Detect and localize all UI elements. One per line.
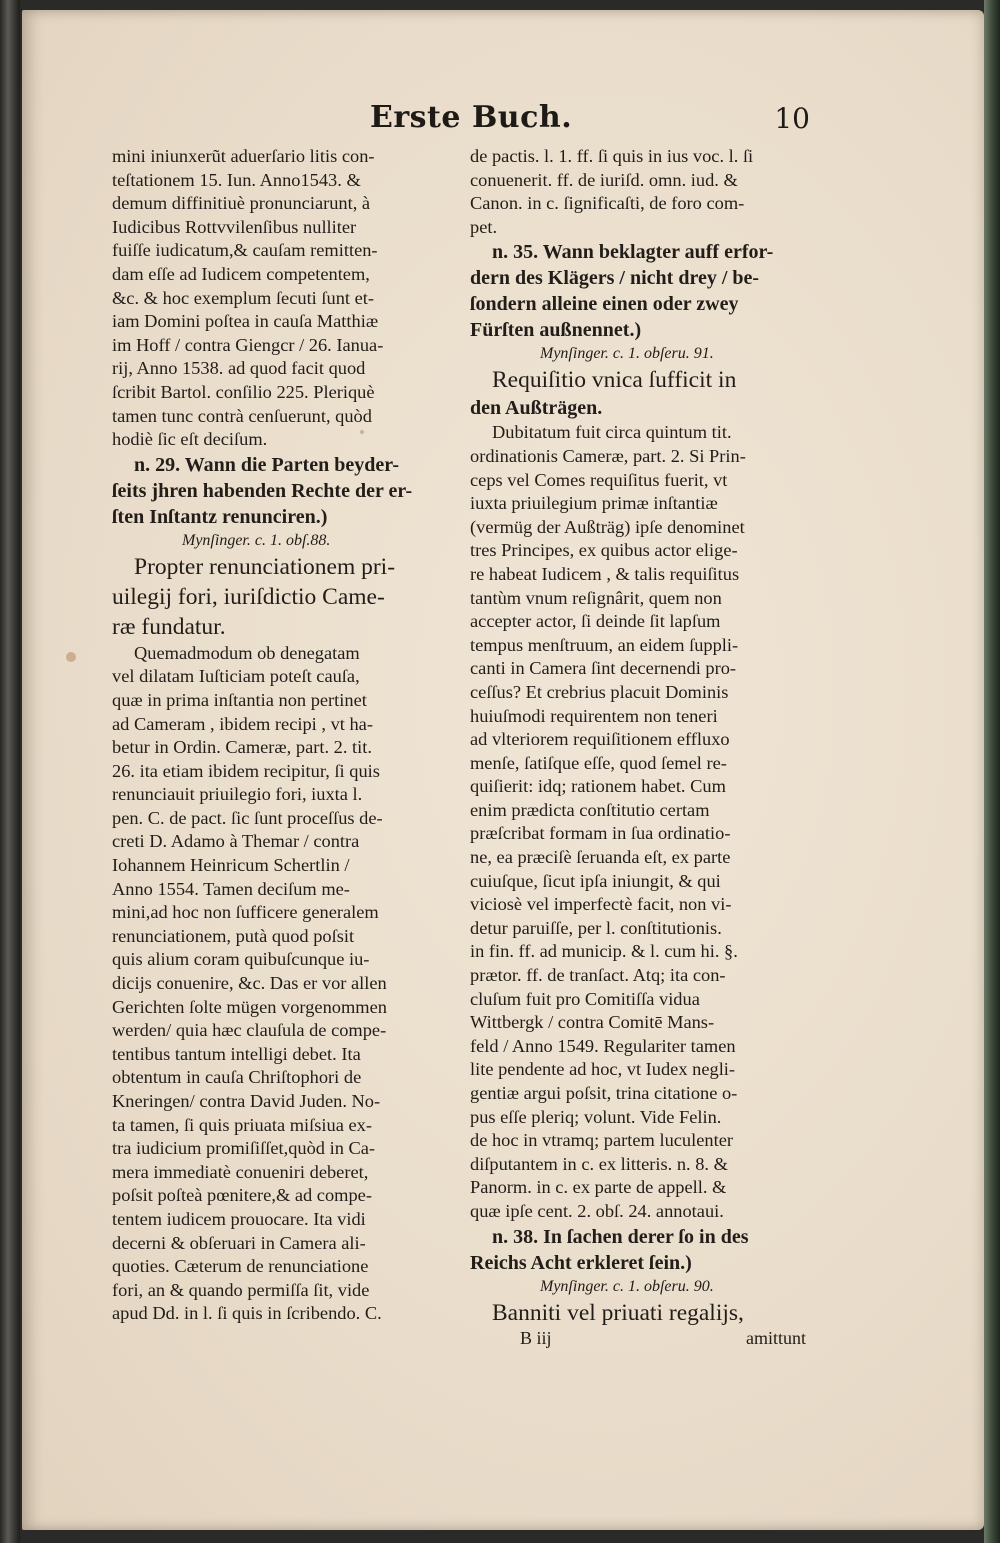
text-line: dern des Klägers / nicht drey / be-: [470, 267, 760, 290]
text-line: conuenerit. ff. de iuriſd. omn. iud. &: [470, 169, 738, 190]
text-line: obtentum in cauſa Chriſtophori de: [112, 1067, 362, 1088]
text-line: quiſierit: idq; rationem habet. Cum: [470, 776, 726, 797]
text-line: canti in Camera ſint decernendi pro-: [470, 658, 737, 679]
text-line: quæ in prima inſtantia non pertinet: [112, 689, 367, 710]
text-line: ſten Inſtantz renunciren.): [112, 505, 328, 528]
text-line: præſcribat formam in ſua ordinatio-: [470, 823, 731, 844]
text-line: n. 38. In ſachen derer ſo in des: [492, 1225, 749, 1248]
text-line: ne, ea præciſè ſeruanda eſt, ex parte: [470, 847, 731, 868]
text-line: Fürſten außnennet.): [470, 319, 642, 342]
text-line: Banniti vel priuati regalijs,: [492, 1299, 744, 1326]
text-line: de pactis. l. 1. ff. ſi quis in ius voc. l. ſi: [470, 146, 754, 166]
text-line: apud Dd. in l. ſi quis in ſcribendo. C.: [112, 1303, 382, 1324]
text-line: (vermüg der Außträg) ipſe denominet: [470, 516, 745, 537]
catchword: amittunt: [746, 1327, 806, 1348]
text-line: prætor. ff. de tranſact. Atq; ita con-: [470, 965, 726, 986]
text-line: Mynſinger. c. 1. obſ.88.: [182, 531, 331, 549]
text-line: huiuſmodi requirentem non teneri: [470, 705, 718, 726]
text-line: rij, Anno 1538. ad quod facit quod: [112, 358, 366, 379]
text-line: quæ ipſe cent. 2. obſ. 24. annotaui.: [470, 1200, 724, 1221]
text-line: Canon. in c. ſignificaſti, de foro com-: [470, 193, 745, 214]
text-line: enim prædicta conſtitutio certam: [470, 799, 710, 820]
text-line: quis alium coram quibuſcunque iu-: [112, 949, 370, 970]
text-line: Panorm. in c. ex parte de appell. &: [470, 1177, 727, 1198]
text-line: Anno 1554. Tamen deciſum me-: [112, 878, 350, 899]
text-line: ſondern alleine einen oder zwey: [470, 293, 739, 316]
text-line: n. 35. Wann beklagter auff erfor-: [492, 241, 774, 264]
text-line: menſe, ſatiſque eſſe, quod ſemel re-: [470, 752, 727, 773]
text-line: tres Principes, ex quibus actor elige-: [470, 540, 738, 561]
text-line: Iudicibus Rottvvilenſibus nulliter: [112, 216, 357, 237]
text-line: ad vlteriorem requiſitionem effluxo: [470, 729, 730, 750]
text-line: n. 29. Wann die Parten beyder-: [134, 453, 400, 476]
text-line: iam Domini poſtea in cauſa Matthiæ: [112, 311, 379, 332]
text-line: uilegij fori, iuriſdictio Came-: [112, 583, 385, 610]
text-line: hodiè ſic eſt deciſum.: [112, 429, 268, 450]
text-line: renunciauit priuilegio fori, iuxta l.: [112, 784, 363, 805]
book-binding: [0, 0, 20, 1543]
text-line: gentiæ argui poſsit, trina citatione o-: [470, 1083, 738, 1103]
text-line: feld / Anno 1549. Regulariter tamen: [470, 1035, 736, 1056]
text-line: quoties. Cæterum de renunciatione: [112, 1256, 369, 1277]
text-line: lite pendente ad hoc, vt Iudex negli-: [470, 1059, 736, 1080]
text-line: ræ fundatur.: [112, 613, 226, 640]
text-line: tempus menſtruum, an eidem ſuppli-: [470, 634, 739, 655]
text-line: tentem iudicem prouocare. Ita vidi: [112, 1208, 366, 1229]
text-line: ceps vel Comes requiſitus fuerit, vt: [470, 469, 728, 490]
text-line: re habeat Iudicem , & talis requiſitus: [470, 563, 740, 584]
text-line: werden/ quia hæc clauſula de compe-: [112, 1020, 387, 1041]
text-line: Propter renunciationem pri-: [134, 553, 396, 580]
text-line: fori, an & quando permiſſa ſit, vide: [112, 1279, 370, 1300]
text-line: dam eſſe ad Iudicem competentem,: [112, 263, 370, 284]
text-line: Wittbergk / contra Comitē Mans-: [470, 1012, 715, 1033]
ink-spot: [66, 652, 76, 662]
right-text-column: [470, 145, 806, 1354]
text-line: viciosè vel imperfectè facit, non vi-: [470, 894, 732, 915]
text-line: pen. C. de pact. ſic ſunt proceſſus de-: [112, 807, 383, 828]
folio-number: 10: [774, 102, 810, 135]
text-line: pus eſſe pleriq; volunt. Vide Felin.: [470, 1106, 722, 1127]
text-line: renunciationem, putà quod poſsit: [112, 925, 355, 946]
text-line: dicijs conuenire, &c. Das er vor allen: [112, 973, 387, 994]
text-line: decerni & obſeruari in Camera ali-: [112, 1232, 366, 1253]
text-line: betur in Ordin. Cameræ, part. 2. tit.: [112, 737, 372, 758]
page-edge: [984, 0, 1000, 1543]
text-line: creti D. Adamo à Themar / contra: [112, 831, 360, 852]
text-line: Mynſinger. c. 1. obſeru. 91.: [540, 345, 714, 363]
text-line: Reichs Acht erkleret ſein.): [470, 1251, 692, 1274]
text-line: tra iudicium promiſiſſet,quòd in Ca-: [112, 1138, 376, 1159]
text-line: ſcribit Bartol. conſilio 225. Pleriquè: [112, 381, 375, 402]
signature-mark: B iij: [520, 1327, 552, 1348]
text-line: teſtationem 15. Iun. Anno1543. &: [112, 169, 361, 190]
text-line: Quemadmodum ob denegatam: [134, 642, 360, 663]
text-line: poſsit poſteà pœnitere,& ad compe-: [112, 1185, 372, 1206]
text-line: cluſum fuit pro Comitiſſa vidua: [470, 988, 700, 1009]
text-line: Requiſitio vnica ſufficit in: [492, 367, 737, 394]
running-title: Erste Buch.: [370, 100, 573, 135]
text-line: &c. & hoc exemplum ſecuti ſunt et-: [112, 287, 374, 308]
text-line: fuiſſe iudicatum,& cauſam remitten-: [112, 240, 378, 261]
text-line: Kneringen/ contra David Juden. No-: [112, 1091, 381, 1111]
text-line: im Hoff / contra Giengcr / 26. Ianua-: [112, 334, 384, 355]
text-line: demum diffinitiuè pronunciarunt, à: [112, 193, 371, 214]
text-line: ad Cameram , ibidem recipi , vt ha-: [112, 713, 373, 734]
text-line: vel dilatam Iuſticiam poteſt cauſa,: [112, 666, 360, 687]
text-line: de hoc in vtramq; partem luculenter: [470, 1130, 733, 1151]
text-line: pet.: [470, 216, 498, 237]
text-line: mini,ad hoc non ſufficere generalem: [112, 902, 379, 923]
text-line: mera immediatè conueniri deberet,: [112, 1161, 369, 1182]
text-line: ſeits jhren habenden Rechte der er-: [112, 479, 413, 502]
text-line: diſputantem in c. ex litteris. n. 8. &: [470, 1153, 728, 1174]
text-line: den Außträgen.: [470, 397, 603, 420]
text-line: cuiuſque, ſicut ipſa iniungit, & qui: [470, 870, 721, 891]
text-line: Gerichten ſolte mügen vorgenommen: [112, 996, 387, 1017]
text-line: in fin. ff. ad municip. & l. cum hi. §.: [470, 941, 738, 962]
text-line: mini iniunxerũt aduerſario litis con-: [112, 146, 375, 166]
text-line: 26. ita etiam ibidem recipitur, ſi quis: [112, 760, 380, 781]
text-line: ta tamen, ſi quis priuata miſsiua ex-: [112, 1114, 372, 1135]
text-line: iuxta priuilegium primæ inſtantiæ: [470, 493, 718, 514]
text-line: detur paruiſſe, per l. conſtitutionis.: [470, 917, 722, 938]
text-line: Iohannem Heinricum Schertlin /: [112, 855, 350, 876]
text-line: tamen tunc contrà cenſuerunt, quòd: [112, 405, 372, 426]
text-line: Dubitatum fuit circa quintum tit.: [492, 422, 732, 443]
left-text-column: [112, 145, 447, 1326]
running-head: [90, 100, 810, 144]
text-line: tantùm vnum reſignârit, quem non: [470, 587, 722, 608]
text-line: Mynſinger. c. 1. obſeru. 90.: [540, 1277, 714, 1295]
text-line: tentibus tantum intelligi debet. Ita: [112, 1043, 361, 1064]
text-line: ceſſus? Et crebrius placuit Dominis: [470, 681, 729, 702]
text-line: accepter actor, ſi deinde ſit lapſum: [470, 611, 721, 632]
text-line: ordinationis Cameræ, part. 2. Si Prin-: [470, 445, 746, 466]
page-footer: [470, 1328, 806, 1354]
